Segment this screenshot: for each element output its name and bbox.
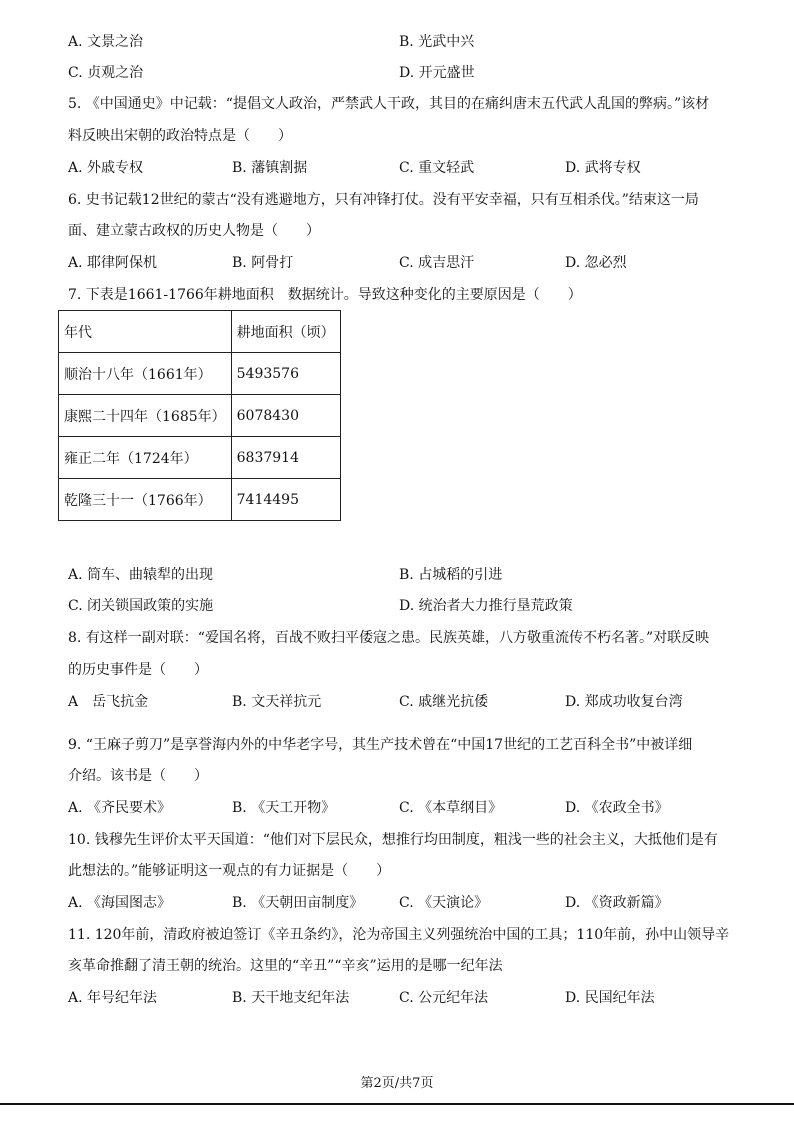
q7-option-b: B. 占城稻的引进 [399, 567, 503, 583]
q7-stem: 7. 下表是1661-1766年耕地面积 数据统计。导致这种变化的主要原因是（ ） [68, 287, 582, 303]
q7-option-a: A. 筒车、曲辕犁的出现 [68, 567, 214, 583]
q7-option-d: D. 统治者大力推行垦荒政策 [399, 598, 573, 614]
q11-stem-line-1: 11. 120年前，清政府被迫签订《辛丑条约》，沦为帝国主义列强统治中国的工具；110年前，孙中山领导辛 [68, 927, 730, 943]
table-cell-area: 5493576 [231, 353, 340, 395]
q10-option-d: D. 《资政新篇》 [565, 895, 669, 911]
q7-option-c: C. 闭关锁国政策的实施 [68, 598, 214, 614]
q5-option-d: D. 武将专权 [565, 160, 641, 176]
q4-option-d: D. 开元盛世 [399, 65, 475, 81]
table-header-era: 年代 [59, 311, 232, 353]
q4-option-b: B. 光武中兴 [399, 34, 475, 50]
table-row [59, 479, 341, 521]
q10-stem-line-2: 此想法的。”能够证明这一观点的有力证据是（ ） [68, 863, 391, 879]
q8-option-b: B. 文天祥抗元 [232, 694, 322, 710]
table-cell-area: 6837914 [231, 437, 340, 479]
q4-option-c: C. 贞观之治 [68, 65, 144, 81]
q5-stem-line-1: 5. 《中国通史》中记载：“提倡文人政治，严禁武人干政，其目的在痛纠唐末五代武人乱国的弊病。”该材 [68, 96, 710, 112]
q6-option-c: C. 成吉思汗 [399, 255, 475, 271]
q11-option-d: D. 民国纪年法 [565, 990, 655, 1006]
q9-option-b: B. 《天工开物》 [232, 800, 336, 816]
q8-option-a: A 岳飞抗金 [68, 694, 149, 710]
q4-option-a: A. 文景之治 [68, 34, 144, 50]
table-cell-area: 7414495 [231, 479, 340, 521]
q8-stem-line-1: 8. 有这样一副对联：“爱国名将，百战不败扫平倭寇之患。民族英雄，八方敬重流传不朽名著。”对联反映 [68, 630, 710, 646]
q10-option-a: A. 《海国图志》 [68, 895, 172, 911]
table-row [59, 395, 341, 437]
table-cell-era: 顺治十八年（1661年） [59, 353, 232, 395]
q9-option-d: D. 《农政全书》 [565, 800, 669, 816]
q11-option-b: B. 天干地支纪年法 [232, 990, 350, 1006]
q5-stem-line-2: 料反映出宋朝的政治特点是（ ） [68, 128, 292, 144]
q8-option-c: C. 戚继光抗倭 [399, 694, 489, 710]
q11-option-a: A. 年号纪年法 [68, 990, 158, 1006]
table-cell-era: 乾隆三十一（1766年） [59, 479, 232, 521]
q5-option-a: A. 外戚专权 [68, 160, 144, 176]
q10-option-c: C. 《天演论》 [399, 895, 489, 911]
table-cell-era: 康熙二十四年（1685年） [59, 395, 232, 437]
table-cell-era: 雍正二年（1724年） [59, 437, 232, 479]
page-number: 第2页/共7页 [360, 1076, 434, 1091]
q6-option-a: A. 耶律阿保机 [68, 255, 158, 271]
q8-option-d: D. 郑成功收复台湾 [565, 694, 683, 710]
q11-stem-line-2: 亥革命推翻了清王朝的统治。这里的“辛丑”“辛亥”运用的是哪一纪年法 [68, 958, 503, 974]
q11-option-c: C. 公元纪年法 [399, 990, 489, 1006]
q9-stem-line-2: 介绍。该书是（ ） [68, 768, 208, 784]
q8-stem-line-2: 的历史事件是（ ） [68, 662, 208, 678]
q5-option-c: C. 重文轻武 [399, 160, 475, 176]
q9-option-c: C. 《本草纲目》 [399, 800, 503, 816]
q10-option-b: B. 《天朝田亩制度》 [232, 895, 364, 911]
q9-option-a: A. 《齐民要术》 [68, 800, 172, 816]
q6-option-d: D. 忽必烈 [565, 255, 627, 271]
q5-option-b: B. 藩镇割据 [232, 160, 308, 176]
q6-stem-line-2: 面、建立蒙古政权的历史人物是（ ） [68, 223, 320, 239]
table-row [59, 437, 341, 479]
q6-stem-line-1: 6. 史书记载12世纪的蒙古“没有逃避地方，只有冲锋打仗。没有平安幸福，只有互相杀伐。”结束这一局 [68, 192, 699, 208]
table-row [59, 353, 341, 395]
table-cell-area: 6078430 [231, 395, 340, 437]
table-header-area: 耕地面积（顷） [231, 311, 340, 353]
farmland-table [58, 310, 341, 521]
footer-divider [0, 1103, 794, 1105]
q10-stem-line-1: 10. 钱穆先生评价太平天国道：“他们对下层民众，想推行均田制度，粗浅一些的社会主义，大抵他们是有 [68, 832, 718, 848]
q9-stem-line-1: 9. “王麻子剪刀”是享誉海内外的中华老字号，其生产技术曾在“中国17世纪的工艺百科全书”中被详细 [68, 737, 693, 753]
q6-option-b: B. 阿骨打 [232, 255, 294, 271]
table-header-row [59, 311, 341, 353]
